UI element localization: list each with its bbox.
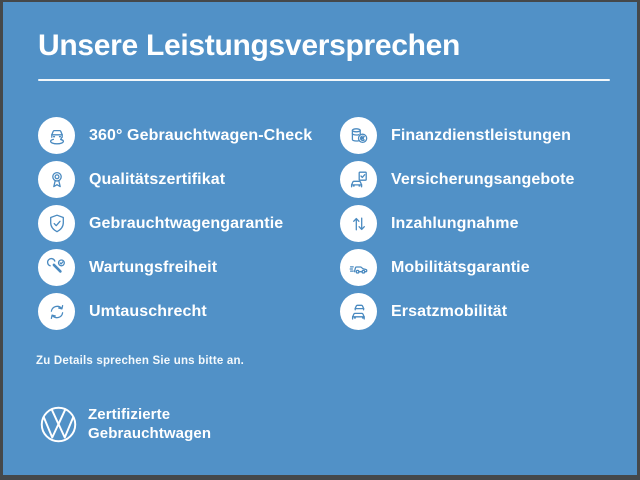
brand-text-line2: Gebrauchtwagen (88, 424, 212, 442)
exchange-arrows-icon (38, 293, 75, 330)
service-item: Gebrauchtwagengarantie (38, 205, 312, 242)
up-down-arrows-icon (340, 205, 377, 242)
car-document-icon (340, 161, 377, 198)
service-item: Versicherungsangebote (340, 161, 575, 198)
details-note: Zu Details sprechen Sie uns bitte an. (36, 355, 245, 367)
brand-lockup (39, 405, 211, 444)
certificate-badge-icon (38, 161, 75, 198)
coins-euro-icon (340, 117, 377, 154)
wrench-check-icon (38, 249, 75, 286)
service-item: Finanzdienstleistungen (340, 117, 575, 154)
service-item: Qualitätszertifikat (38, 161, 312, 198)
vw-logo-icon (39, 405, 78, 444)
car-360-icon (38, 117, 75, 154)
services-column-right (340, 117, 575, 330)
car-motion-icon (340, 249, 377, 286)
page-title: Unsere Leistungsversprechen (38, 29, 461, 62)
service-item: Ersatzmobilität (340, 293, 575, 330)
two-cars-icon (340, 293, 377, 330)
service-item: Mobilitätsgarantie (340, 249, 575, 286)
services-column-left (38, 117, 312, 330)
brand-text-line1: Zertifizierte (88, 406, 171, 423)
service-item: Umtauschrecht (38, 293, 312, 330)
brand-text (88, 406, 211, 443)
service-item: Inzahlungnahme (340, 205, 575, 242)
shield-check-icon (38, 205, 75, 242)
service-item: Wartungsfreiheit (38, 249, 312, 286)
service-item: 360° Gebrauchtwagen-Check (38, 117, 312, 154)
title-underline (38, 79, 610, 81)
